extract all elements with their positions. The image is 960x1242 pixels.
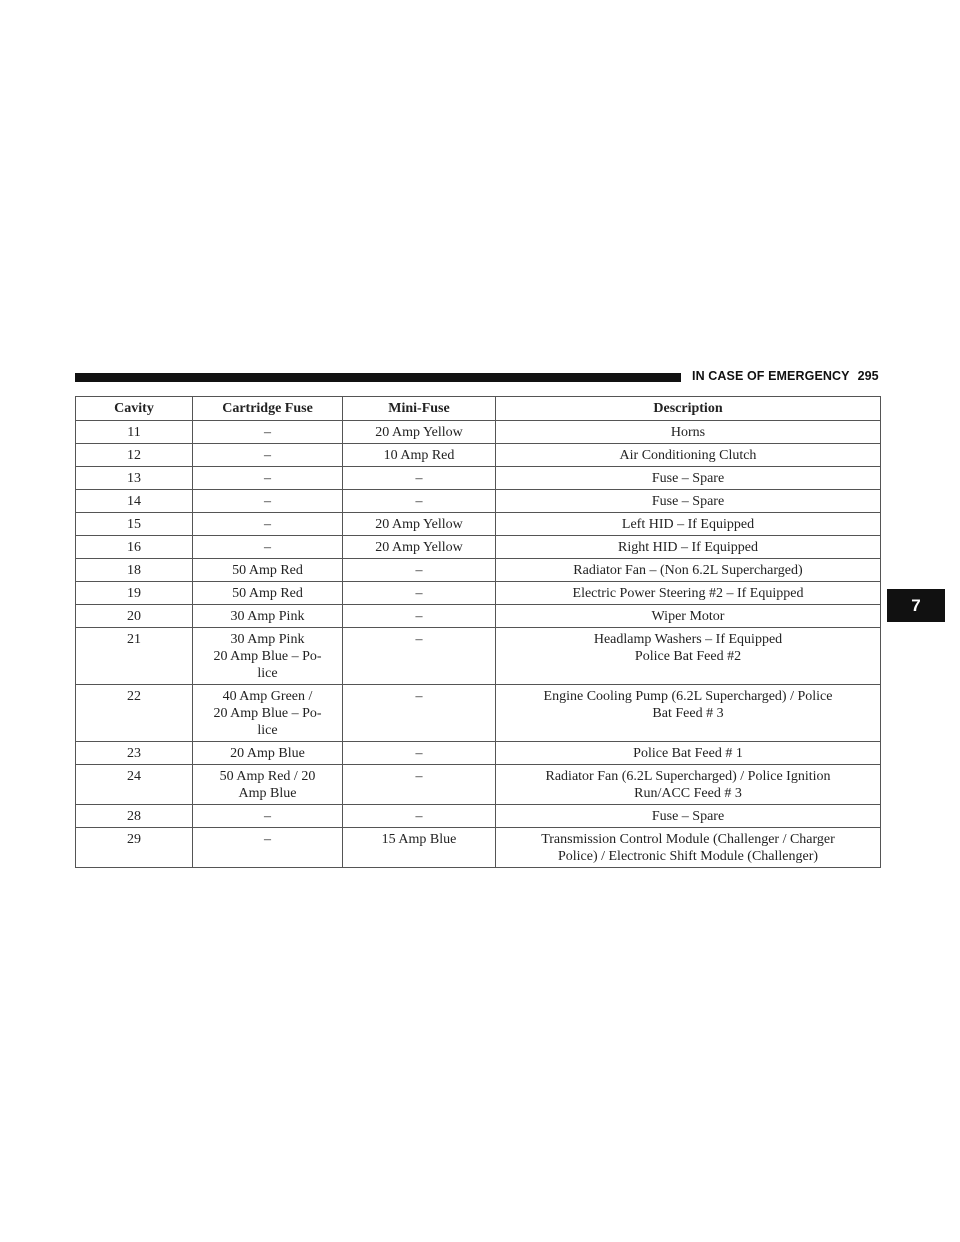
cell-line: Air Conditioning Clutch [619, 448, 757, 463]
cell-line: 22 [127, 689, 141, 704]
table-row [76, 742, 881, 765]
cell-line: Run/ACC Feed # 3 [634, 786, 742, 801]
cell-line: – [264, 832, 271, 847]
running-header [692, 369, 879, 383]
cell-line: 40 Amp Green / [222, 689, 313, 704]
description-cell [496, 421, 881, 444]
cell-line: 18 [127, 563, 141, 578]
cavity-cell [76, 421, 193, 444]
description-cell [496, 513, 881, 536]
cell-line: – [415, 746, 423, 761]
cell-line: Amp Blue [238, 786, 297, 801]
mini-fuse-cell [343, 765, 496, 805]
cavity-cell [76, 605, 193, 628]
description-cell [496, 490, 881, 513]
mini-fuse-cell [343, 513, 496, 536]
cavity-cell [76, 685, 193, 742]
table-row [76, 513, 881, 536]
cell-line: 30 Amp Pink [230, 632, 305, 647]
mini-fuse-cell [343, 490, 496, 513]
cell-line: 23 [127, 746, 141, 761]
cavity-cell [76, 742, 193, 765]
cell-line: 28 [127, 809, 141, 824]
description-cell [496, 765, 881, 805]
table-row [76, 582, 881, 605]
cell-line: – [415, 689, 423, 704]
cell-line: Wiper Motor [651, 609, 725, 624]
cell-line: 24 [127, 769, 141, 784]
cell-line: 50 Amp Red [232, 563, 303, 578]
mini-fuse-cell [343, 467, 496, 490]
cell-line: 50 Amp Red / 20 [219, 769, 316, 784]
cartridge-fuse-cell [193, 513, 343, 536]
mini-fuse-cell [343, 685, 496, 742]
cartridge-fuse-cell [193, 805, 343, 828]
cavity-cell [76, 828, 193, 868]
table-body [76, 421, 881, 868]
cartridge-fuse-cell [193, 582, 343, 605]
cavity-cell [76, 536, 193, 559]
cell-line: 15 Amp Blue [381, 832, 457, 847]
cartridge-fuse-cell [193, 490, 343, 513]
cavity-cell [76, 490, 193, 513]
mini-fuse-cell [343, 582, 496, 605]
cell-line: Left HID – If Equipped [621, 517, 755, 532]
fuse-table [75, 396, 881, 868]
cartridge-fuse-cell [193, 421, 343, 444]
cell-line: 15 [127, 517, 141, 532]
cavity-cell [76, 805, 193, 828]
cell-line: – [264, 448, 271, 463]
mini-fuse-cell [343, 444, 496, 467]
mini-fuse-cell [343, 742, 496, 765]
mini-fuse-cell [343, 605, 496, 628]
cell-line: Fuse – Spare [651, 471, 725, 486]
mini-fuse-cell [343, 559, 496, 582]
cavity-cell [76, 467, 193, 490]
table-row [76, 444, 881, 467]
cell-line: Fuse – Spare [651, 494, 725, 509]
cell-line: 20 Amp Yellow [375, 540, 463, 555]
cell-line: – [264, 425, 271, 440]
table-row [76, 559, 881, 582]
cartridge-fuse-cell [193, 685, 343, 742]
column-header-cavity: Cavity [76, 397, 193, 421]
description-cell [496, 628, 881, 685]
cavity-cell [76, 444, 193, 467]
cell-line: – [415, 809, 423, 824]
cell-line: 20 Amp Blue – Po- [213, 706, 322, 721]
column-header-mini-fuse: Mini-Fuse [343, 397, 496, 421]
cartridge-fuse-cell [193, 467, 343, 490]
header-rule [75, 373, 681, 382]
cavity-cell [76, 513, 193, 536]
description-cell [496, 559, 881, 582]
cell-line: – [264, 494, 271, 509]
description-cell [496, 444, 881, 467]
cell-line: Transmission Control Module (Challenger / Charger [541, 832, 835, 847]
cartridge-fuse-cell [193, 559, 343, 582]
cavity-cell [76, 628, 193, 685]
table-row [76, 628, 881, 685]
cell-line: – [264, 809, 271, 824]
table-row [76, 765, 881, 805]
description-cell [496, 805, 881, 828]
cell-line: Right HID – If Equipped [618, 540, 758, 555]
cell-line: – [415, 471, 423, 486]
cell-line: – [415, 632, 423, 647]
cell-line: – [415, 609, 423, 624]
cell-line: 30 Amp Pink [230, 609, 305, 624]
cartridge-fuse-cell [193, 742, 343, 765]
cell-line: 20 Amp Blue [230, 746, 305, 761]
cell-line: Police Bat Feed # 1 [633, 746, 743, 761]
cell-line: 10 Amp Red [383, 448, 455, 463]
description-cell [496, 828, 881, 868]
table-row [76, 828, 881, 868]
cartridge-fuse-cell [193, 605, 343, 628]
cartridge-fuse-cell [193, 628, 343, 685]
cell-line: Horns [670, 425, 706, 440]
cell-line: – [415, 494, 423, 509]
table-row [76, 805, 881, 828]
cell-line: 14 [127, 494, 141, 509]
table-row [76, 685, 881, 742]
cartridge-fuse-cell [193, 444, 343, 467]
description-cell [496, 536, 881, 559]
column-header-cartridge-fuse: Cartridge Fuse [193, 397, 343, 421]
cell-line: Engine Cooling Pump (6.2L Supercharged) / Police [543, 689, 833, 704]
cell-line: – [264, 540, 271, 555]
table-row [76, 490, 881, 513]
cell-line: 29 [127, 832, 141, 847]
cell-line: 20 [127, 609, 141, 624]
table-row [76, 467, 881, 490]
cell-line: 13 [127, 471, 141, 486]
description-cell [496, 605, 881, 628]
cell-line: Electric Power Steering #2 – If Equipped [572, 586, 804, 601]
cell-line: – [264, 517, 271, 532]
cell-line: 19 [127, 586, 141, 601]
cell-line: 12 [127, 448, 141, 463]
mini-fuse-cell [343, 421, 496, 444]
cell-line: Fuse – Spare [651, 809, 725, 824]
cavity-cell [76, 559, 193, 582]
cell-line: Police Bat Feed #2 [634, 649, 742, 664]
cell-line: 11 [127, 425, 141, 440]
cell-line: 21 [127, 632, 141, 647]
description-cell [496, 685, 881, 742]
description-cell [496, 582, 881, 605]
chapter-tab[interactable]: 7 [887, 589, 945, 622]
cavity-cell [76, 582, 193, 605]
table-row [76, 536, 881, 559]
cell-line: Bat Feed # 3 [652, 706, 724, 721]
cell-line: Headlamp Washers – If Equipped [593, 632, 783, 647]
cartridge-fuse-cell [193, 765, 343, 805]
cell-line: – [415, 586, 423, 601]
mini-fuse-cell [343, 805, 496, 828]
table-row [76, 605, 881, 628]
cell-line: 16 [127, 540, 141, 555]
cell-line: 20 Amp Yellow [375, 517, 463, 532]
cell-line: 50 Amp Red [232, 586, 303, 601]
cell-line: – [415, 769, 423, 784]
cell-line: Police) / Electronic Shift Module (Challenger) [557, 849, 819, 864]
mini-fuse-cell [343, 536, 496, 559]
cell-line: lice [257, 666, 278, 681]
mini-fuse-cell [343, 628, 496, 685]
cell-line: 20 Amp Blue – Po- [213, 649, 322, 664]
table-header-row [76, 397, 881, 421]
cell-line: – [415, 563, 423, 578]
cell-line: lice [257, 723, 278, 738]
description-cell [496, 467, 881, 490]
cell-line: Radiator Fan (6.2L Supercharged) / Police Ignition [545, 769, 831, 784]
cavity-cell [76, 765, 193, 805]
description-cell [496, 742, 881, 765]
table-row [76, 421, 881, 444]
section-title: IN CASE OF EMERGENCY [692, 369, 850, 383]
cell-line: Radiator Fan – (Non 6.2L Supercharged) [573, 563, 803, 578]
cell-line: 20 Amp Yellow [375, 425, 463, 440]
cartridge-fuse-cell [193, 536, 343, 559]
column-header-description: Description [496, 397, 881, 421]
page-number: 295 [857, 369, 879, 383]
mini-fuse-cell [343, 828, 496, 868]
cell-line: – [264, 471, 271, 486]
cartridge-fuse-cell [193, 828, 343, 868]
